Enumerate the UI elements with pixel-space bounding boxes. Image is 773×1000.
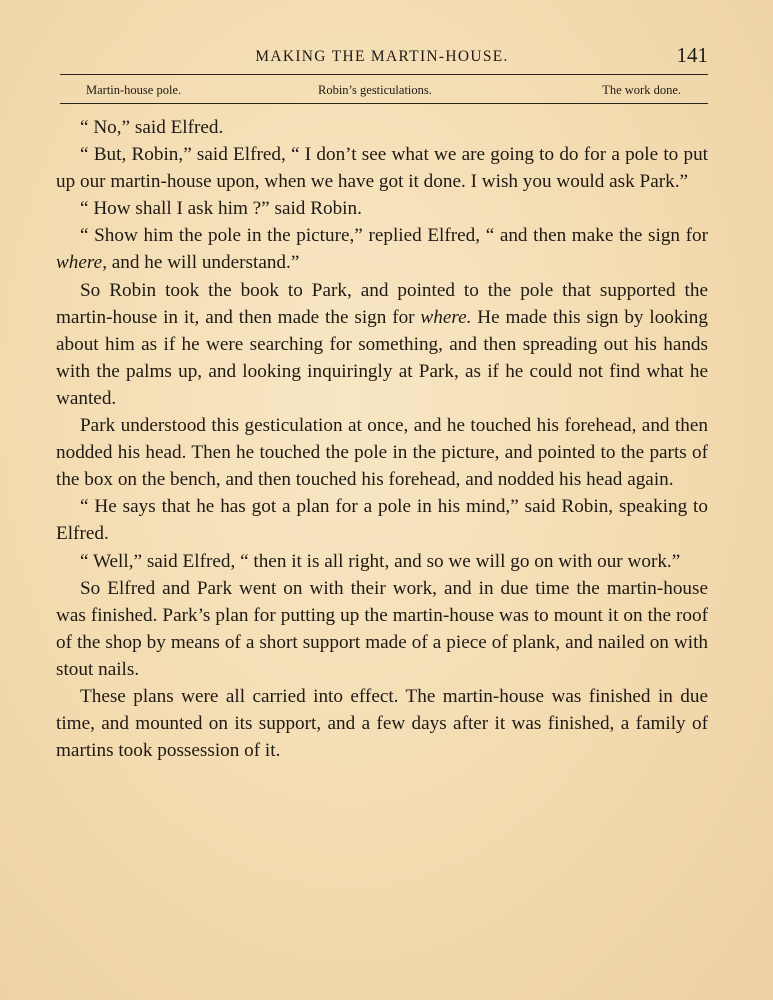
paragraph	[56, 575, 708, 683]
paragraph	[56, 683, 708, 764]
paragraph	[56, 222, 708, 276]
notes-rule	[60, 103, 708, 104]
paragraph-text: “ No,” said Elfred.	[80, 117, 224, 138]
marginal-note-left: Martin-house pole.	[86, 83, 182, 97]
book-page	[56, 40, 708, 764]
paragraph-text: “ But, Robin,” said Elfred, “ I don’t see what we are going to do for a pole to put up our martin-house upon, when we have got it done. I wish you would ask Park.”	[56, 144, 708, 193]
body-text	[56, 114, 708, 764]
italic-text: where	[56, 252, 103, 274]
paragraph-text: He made this sign by looking about him as if he were searching for something, and then spreading out his hands with the palms up, and looking inquiringly at Park, as if he could not find what he wanted.	[56, 306, 708, 409]
marginal-note-center: Robin’s gesticulations.	[318, 83, 432, 97]
paragraph-text: “ Show him the pole in the picture,” replied Elfred, “ and then make the sign for	[80, 225, 708, 247]
marginal-notes	[56, 75, 708, 103]
page-number: 141	[676, 43, 708, 67]
paragraph-text: So Elfred and Park went on with their work, and in due time the martin-house was finished. Park’s plan for putting up the martin-house was to mount it on the roof of the shop by means of a short support made of a piece of plank, and nailed on with stout nails.	[56, 577, 708, 680]
paragraph-text: So Robin took the book to Park, and pointed to the pole that supported the martin-house in it, and then made the sign for	[56, 279, 708, 328]
paragraph-text: “ He says that he has got a plan for a pole in his mind,” said Robin, speaking to Elfred.	[56, 496, 708, 545]
paragraph	[56, 114, 708, 141]
paragraph-text: , and he will understand.”	[102, 252, 300, 274]
paragraph	[56, 412, 708, 493]
paragraph-text: “ Well,” said Elfred, “ then it is all right, and so we will go on with our work.”	[80, 550, 681, 572]
paragraph-text: These plans were all carried into effect. The martin-house was finished in due time, and mounted on its support, and a few days after it was finished, a family of martins took possession of it.	[56, 685, 708, 762]
paragraph	[56, 548, 708, 575]
italic-text: where.	[420, 306, 472, 328]
paragraph	[56, 141, 708, 195]
running-title: MAKING THE MARTIN-HOUSE.	[255, 48, 509, 65]
paragraph-text: Park understood this gesticulation at once, and he touched his forehead, and then nodded his head. Then he touched the pole in the picture, and pointed to the parts of the box on the bench, and then touched his forehead, and nodded his head again.	[56, 415, 708, 491]
paragraph	[56, 277, 708, 412]
paragraph	[56, 195, 708, 222]
paragraph-text: “ How shall I ask him ?” said Robin.	[80, 198, 362, 220]
paragraph	[56, 493, 708, 547]
running-head	[56, 40, 708, 74]
marginal-note-right: The work done.	[602, 83, 681, 97]
